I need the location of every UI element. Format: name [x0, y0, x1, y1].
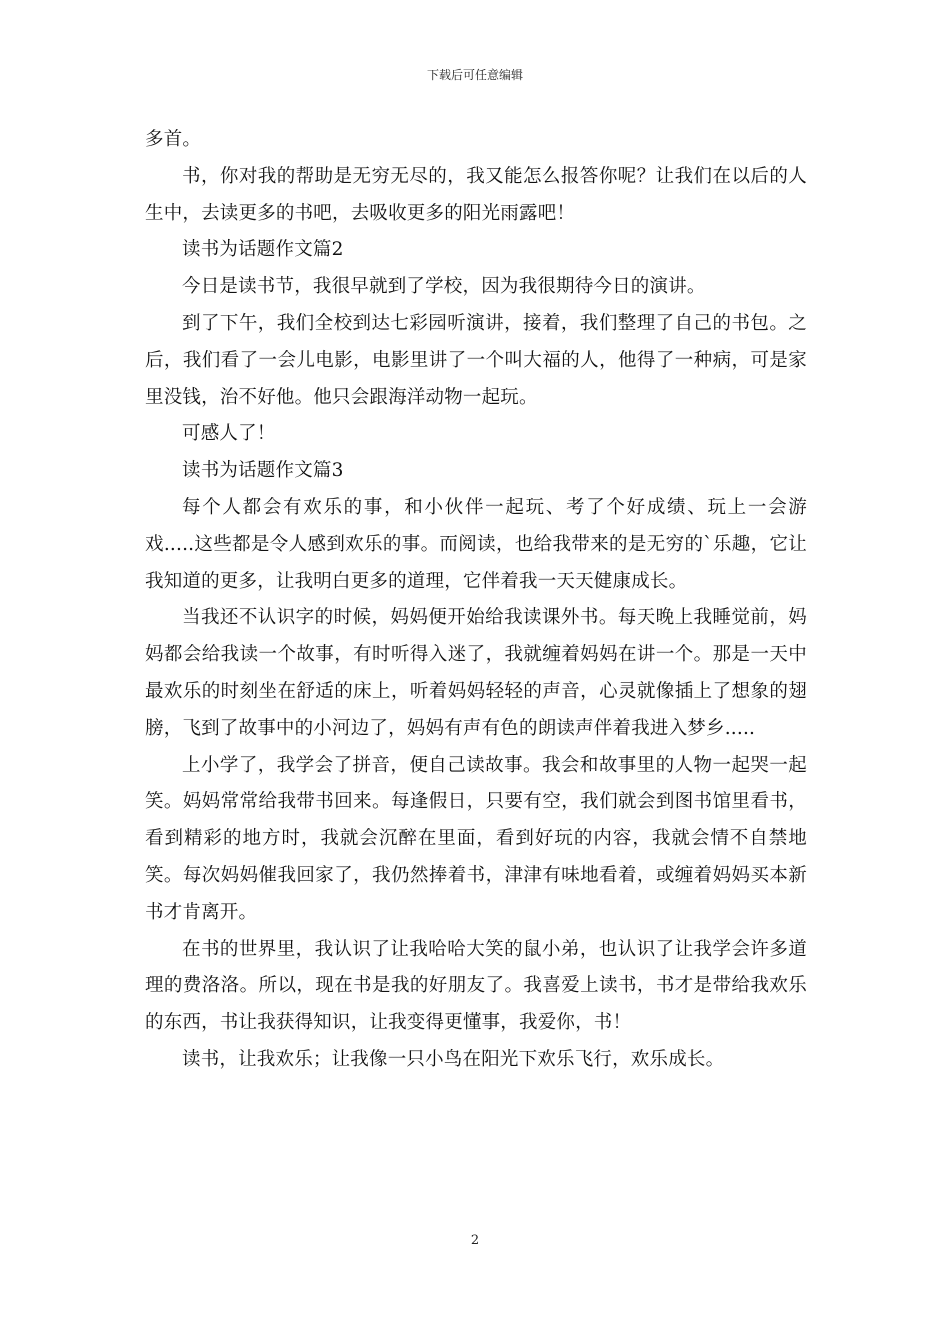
page-header: 下载后可任意编辑 — [426, 68, 523, 82]
paragraph: 今日是读书节，我很早就到了学校，因为我很期待今日的演讲。 — [182, 276, 706, 298]
section-heading: 读书为话题作文篇3 — [182, 460, 344, 482]
document-body — [145, 122, 807, 1079]
paragraph: 读书，让我欢乐；让我像一只小鸟在阳光下欢乐飞行，欢乐成长。 — [182, 1048, 725, 1070]
paragraph: 可感人了！ — [182, 423, 276, 445]
page-number: 2 — [470, 1233, 480, 1248]
paragraph: 多首。 — [145, 129, 202, 150]
paragraph: 书，你对我的帮助是无穷无尽的，我又能怎么报答你呢？让我们在以后的人生中，去读更多的书吧，去吸收更多的阳光雨露吧！ — [145, 165, 807, 224]
paragraph: 在书的世界里，我认识了让我哈哈大笑的鼠小弟，也认识了让我学会许多道理的费洛洛。所以，现在书是我的好朋友了。我喜爱上读书，书才是带给我欢乐的东西，书让我获得知识，让我变得更懂事，我爱你，书！ — [145, 938, 807, 1034]
paragraph: 当我还不认识字的时候，妈妈便开始给我读课外书。每天晚上我睡觉前，妈妈都会给我读一个故事，有时听得入迷了，我就缠着妈妈在讲一个。那是一天中最欢乐的时刻坐在舒适的床上，听着妈妈轻轻的声音，心灵就像插上了想象的翅膀，飞到了故事中的小河边了，妈妈有声有色的朗读声伴着我进入梦乡..... — [145, 607, 807, 739]
paragraph: 每个人都会有欢乐的事，和小伙伴一起玩、考了个好成绩、玩上一会游戏.....这些都是令人感到欢乐的事。而阅读，也给我带来的是无穷的`乐趣，它让我知道的更多，让我明白更多的道理，它伴着我一天天健康成长。 — [145, 496, 807, 592]
paragraph: 到了下午，我们全校到达七彩园听演讲，接着，我们整理了自己的书包。之后，我们看了一会儿电影，电影里讲了一个叫大福的人，他得了一种病，可是家里没钱，治不好他。他只会跟海洋动物一起玩。 — [145, 312, 807, 408]
section-heading: 读书为话题作文篇2 — [182, 239, 344, 261]
paragraph: 上小学了，我学会了拼音，便自己读故事。我会和故事里的人物一起哭一起笑。妈妈常常给我带书回来。每逢假日，只要有空，我们就会到图书馆里看书，看到精彩的地方时，我就会沉醉在里面，看到好玩的内容，我就会情不自禁地笑。每次妈妈催我回家了，我仍然捧着书，津津有味地看着，或缠着妈妈买本新书才肯离开。 — [145, 754, 807, 923]
